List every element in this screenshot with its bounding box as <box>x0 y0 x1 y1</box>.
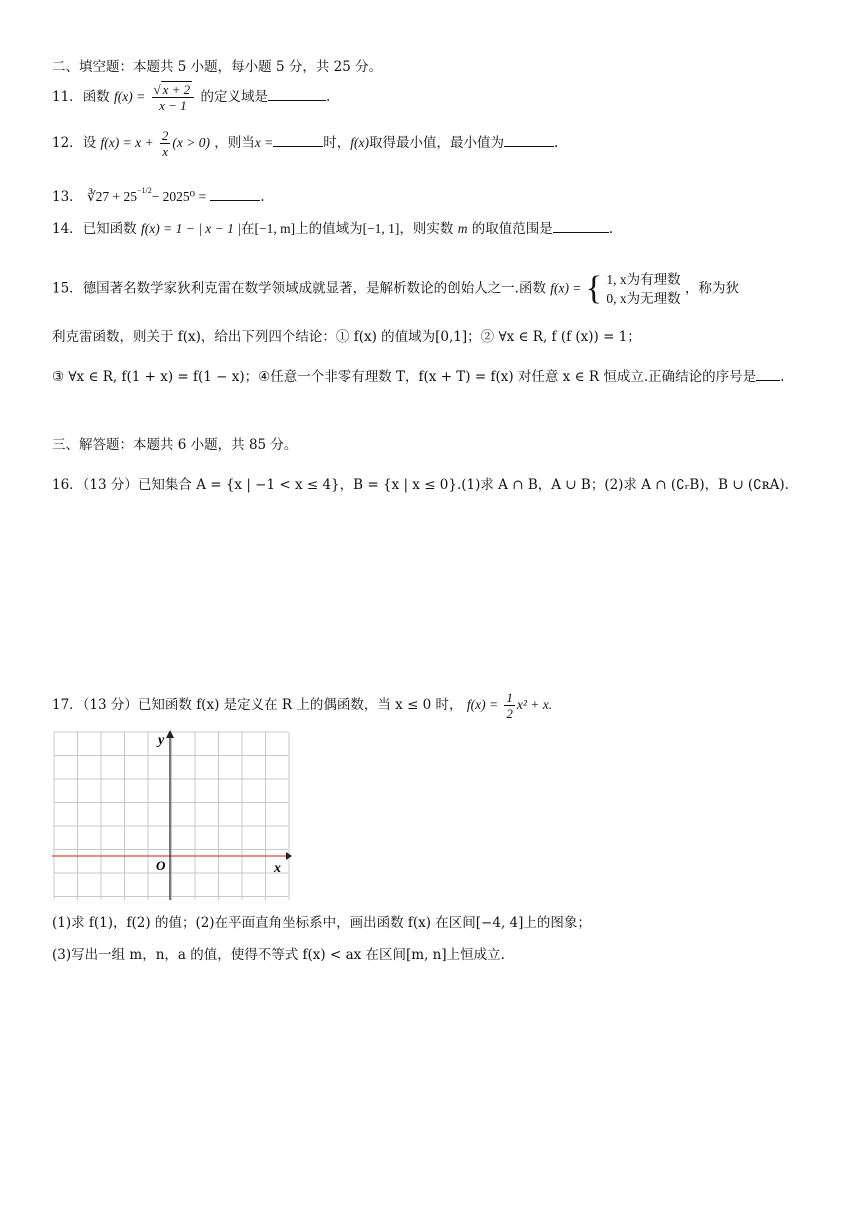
q15-brace: { <box>585 270 603 307</box>
question-16: 16．（13 分）已知集合 A = {x | −1 < x ≤ 4}，B = {x | x ≤ 0}.(1)求 A ∩ B，A ∪ B；(2)求 A ∩ (∁ᵣB)，B ∪ (∁ʀA). <box>52 477 789 493</box>
question-12: 12．设 f(x) = x + $\frac{2}{x}$ (x > 0) ，则当x = 时，f(x)取得最小值，最小值为 . <box>52 128 559 159</box>
coordinate-grid <box>52 730 292 902</box>
q14-text4: ，则实数 <box>399 221 454 237</box>
q17-fraction <box>504 690 515 721</box>
q14-number: 14． <box>52 221 83 237</box>
q14-text3: 上的值域为 <box>295 221 363 237</box>
q12-mid1: ，则当 <box>214 135 255 151</box>
section2-heading: 二、填空题：本题共 5 小题，每小题 5 分，共 25 分。 <box>52 59 383 75</box>
q17-pre: 17．（13 分）已知函数 f(x) 是定义在 R 上的偶函数，当 x ≤ 0 时， <box>52 697 463 713</box>
q14-text1: 已知函数 <box>82 221 137 237</box>
q12-numerator: 2 <box>161 128 169 143</box>
q11-number: 11． <box>52 89 83 105</box>
x-axis-label: x <box>274 861 281 876</box>
q14-m: m <box>457 221 468 236</box>
q11-pre: 函数 <box>82 89 110 105</box>
q15-line1: 德国著名数学家狄利克雷在数学领域成就显著，是解析数论的创始人之一.函数 <box>82 280 546 297</box>
q12-pre: 设 <box>82 135 97 151</box>
q13-expr: ∛27 + 25 <box>86 189 137 204</box>
q17-fx: f(x) = <box>466 697 499 712</box>
q11-fx: f(x) = <box>113 89 146 104</box>
question-14: 14．已知函数 f(x) = 1 − | x − 1 |在[−1, m]上的值域为[−1, 1]，则实数 m 的取值范围是 . <box>52 221 614 237</box>
q13-exponent: −1/2 <box>136 186 152 195</box>
q12-condition: (x > 0) <box>172 135 210 150</box>
q15-number: 15． <box>52 280 83 297</box>
question-15-line1 <box>52 270 739 308</box>
answer-blank[interactable] <box>273 134 323 147</box>
question-17 <box>52 690 552 721</box>
q15-line3: ③ ∀x ∈ R, f(1 + x) = f(1 − x)；④任意一个非零有理数 T，f(x + T) = f(x) 对任意 x ∈ R 恒成立.正确结论的序号是 <box>52 369 757 385</box>
q12-number: 12． <box>52 135 83 151</box>
q13-expr2: − 2025⁰ = <box>151 189 207 204</box>
y-axis-arrow <box>166 730 174 738</box>
answer-blank[interactable] <box>756 368 780 381</box>
q12-xeq: x = <box>254 135 274 150</box>
q15-line1-end: ，称为狄 <box>684 280 739 297</box>
section3-heading: 三、解答题：本题共 6 小题，共 85 分。 <box>52 437 298 453</box>
y-axis-label: y <box>158 733 165 748</box>
q11-numerator: √ x + 2 <box>152 82 195 98</box>
q15-case1: 1, x为有理数 <box>606 272 681 287</box>
q15-case2: 0, x为无理数 <box>606 291 681 306</box>
origin-label: O <box>156 858 166 873</box>
q17-numerator: 1 <box>506 690 513 705</box>
q13-number: 13． <box>52 189 83 205</box>
q17-denominator: 2 <box>506 706 513 721</box>
q12-mid2: 时， <box>323 135 351 151</box>
question-17-part3: (3)写出一组 m，n，a 的值，使得不等式 f(x) < ax 在区间[m, n]上恒成立. <box>52 947 505 963</box>
q12-fx: f(x) = x + <box>100 135 154 150</box>
q14-expr: f(x) = 1 − | x − 1 | <box>140 221 241 236</box>
answer-blank[interactable] <box>210 188 260 201</box>
q14-text5: 的取值范围是 <box>471 221 553 237</box>
question-15-line2: 利克雷函数，则关于 f(x)，给出下列四个结论：① f(x) 的值域为[0,1]；② ∀x ∈ R, f (f (x)) = 1； <box>52 329 641 345</box>
question-13: 13． ∛27 + $25^{-1/2}- 2025^0$ = . <box>52 186 265 205</box>
answer-blank[interactable] <box>268 88 326 101</box>
q12-fraction <box>160 128 171 159</box>
q12-post: 取得最小值，最小值为 <box>368 135 504 151</box>
question-15-line3: ③ ∀x ∈ R, f(1 + x) = f(1 − x)；④任意一个非零有理数 T，f(x + T) = f(x) 对任意 x ∈ R 恒成立.正确结论的序号是 . <box>52 369 785 385</box>
q14-interval: [−1, m] <box>254 221 296 236</box>
question-17-part12: (1)求 f(1)，f(2) 的值；(2)在平面直角坐标系中，画出函数 f(x) 在区间[−4, 4]上的图象； <box>52 915 591 931</box>
q11-post: 的定义域是 <box>200 89 268 105</box>
q11-denominator: x − 1 <box>159 98 187 113</box>
q14-text2: 在 <box>240 221 255 237</box>
answer-blank[interactable] <box>504 134 554 147</box>
q15-cases <box>606 270 680 308</box>
q14-range: [−1, 1] <box>362 221 400 236</box>
question-11: 11．函数 f(x) = $\frac{√ x + 2}{x - 1}$ 的定义域是 . <box>52 82 331 113</box>
grid-lines <box>54 732 289 900</box>
q11-fraction <box>152 82 195 113</box>
q12-denominator: x <box>162 144 168 159</box>
q12-fx2: f(x) <box>350 135 369 150</box>
q15-fx: f(x) = <box>550 280 582 296</box>
answer-blank[interactable] <box>553 220 609 233</box>
q17-post: x² + x. <box>516 697 553 712</box>
